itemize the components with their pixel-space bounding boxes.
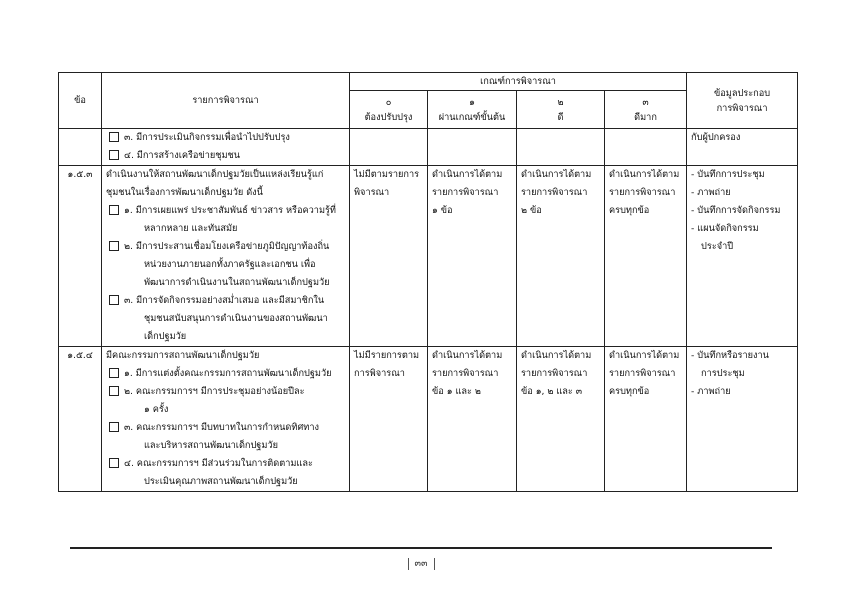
cell-line: ไม่มีตามรายการ — [354, 169, 420, 180]
evidence-line: - บันทึกหรือรายงาน — [691, 350, 769, 361]
checkbox[interactable] — [109, 295, 119, 305]
checklist-item — [106, 455, 345, 473]
cell-line: รายการพิจารณา — [609, 368, 676, 379]
cell-line: ดำเนินการได้ตาม — [521, 350, 592, 361]
checkbox[interactable] — [109, 205, 119, 215]
footer-divider — [70, 547, 772, 549]
checkbox[interactable] — [109, 368, 119, 378]
cell-line: ดำเนินการได้ตาม — [609, 169, 680, 180]
row-number: ๑.๕.๓ — [59, 166, 102, 347]
evidence-line: - บันทึกการประชุม — [691, 169, 765, 180]
checkbox[interactable] — [109, 422, 119, 432]
level-label: ดีมาก — [634, 111, 657, 123]
evidence-cell: กับผู้ปกครอง — [687, 129, 798, 166]
checklist-item — [106, 147, 345, 165]
checklist-item — [106, 292, 345, 310]
checkbox[interactable] — [109, 386, 119, 396]
checklist-text: ชุมชนสนับสนุนการดำเนินงานของสถานพัฒนา — [144, 313, 328, 324]
page-number — [400, 556, 442, 571]
header-level-2 — [517, 91, 605, 129]
row-title: ชุมชนในเรื่องการพัฒนาเด็กปฐมวัย ดังนี้ — [106, 187, 263, 198]
checklist-text: ๓. คณะกรรมการฯ มีบทบาทในการกำหนดทิศทาง — [124, 422, 319, 433]
checklist-text: ๓. มีการจัดกิจกรรมอย่างสม่ำเสมอ และมีสมาชิกใน — [124, 295, 325, 306]
cell-line: รายการพิจารณา — [521, 368, 588, 379]
checklist-item — [106, 238, 345, 256]
criteria-table — [58, 72, 798, 492]
cell-line: ไม่มีรายการตาม — [354, 350, 420, 361]
row-title: มีคณะกรรมการสถานพัฒนาเด็กปฐมวัย — [106, 350, 260, 361]
cell-line: ดำเนินการได้ตาม — [521, 169, 592, 180]
cell-line: ดำเนินการได้ตาม — [609, 350, 680, 361]
checklist-text: ๑. มีการแต่งตั้งคณะกรรมการสถานพัฒนาเด็กปฐมวัย — [124, 368, 332, 379]
checklist-text: ๒. มีการประสานเชื่อมโยงเครือข่ายภูมิปัญญาท้องถิ่น — [124, 241, 330, 252]
level-0-cell — [350, 166, 428, 347]
checkbox[interactable] — [109, 132, 119, 142]
evidence-cell — [687, 347, 798, 492]
table-row-carry — [59, 129, 798, 166]
header-evidence-line1: ข้อมูลประกอบ — [713, 87, 771, 99]
evidence-cell — [687, 166, 798, 347]
cell-line: รายการพิจารณา — [609, 187, 676, 198]
checklist-text: ๓. มีการประเมินกิจกรรมเพื่อนำไปปรับปรุง — [124, 132, 290, 143]
checkbox[interactable] — [109, 150, 119, 160]
page-number-bar — [434, 558, 435, 570]
cell-line: การพิจารณา — [354, 368, 405, 379]
cell-line: รายการพิจารณา — [432, 187, 499, 198]
level-number: ๒ — [557, 96, 564, 108]
checklist-text: เด็กปฐมวัย — [144, 331, 187, 342]
level-0-cell — [350, 347, 428, 492]
checklist-text: ๔. มีการสร้างเครือข่ายชุมชน — [124, 150, 241, 161]
row-title: ดำเนินงานให้สถานพัฒนาเด็กปฐมวัยเป็นแหล่งเรียนรู้แก่ — [106, 169, 324, 180]
page-number-text: ๓๓ — [414, 558, 428, 569]
evidence-line: - ภาพถ่าย — [691, 386, 731, 397]
checklist-text: ประเมินคุณภาพสถานพัฒนาเด็กปฐมวัย — [144, 476, 298, 487]
level-2-cell — [517, 166, 605, 347]
level-label: ผ่านเกณฑ์ขั้นต้น — [438, 111, 506, 123]
evidence-line: ประจำปี — [701, 241, 734, 252]
page-number-bar — [408, 558, 409, 570]
cell-line: รายการพิจารณา — [432, 368, 499, 379]
level-number: ๐ — [385, 96, 392, 108]
header-evidence — [687, 73, 798, 129]
cell-line: พิจารณา — [354, 187, 390, 198]
header-level-3 — [605, 91, 687, 129]
header-criteria: เกณฑ์การพิจารณา — [350, 73, 687, 91]
items-cell — [102, 347, 350, 492]
checklist-item — [106, 419, 345, 437]
level-3-cell — [605, 347, 687, 492]
level-3-cell — [605, 166, 687, 347]
cell-line: ดำเนินการได้ตาม — [432, 350, 503, 361]
checkbox[interactable] — [109, 241, 119, 251]
header-evidence-line2: การพิจารณา — [716, 102, 768, 114]
cell-line: ข้อ ๑, ๒ และ ๓ — [521, 386, 583, 397]
evidence-line: - บันทึกการจัดกิจกรรม — [691, 205, 781, 216]
header-level-1 — [428, 91, 517, 129]
level-label: ต้องปรับปรุง — [364, 111, 413, 123]
header-level-0 — [350, 91, 428, 129]
evidence-line: การประชุม — [701, 368, 745, 379]
cell-line: ๒ ข้อ — [521, 205, 542, 216]
level-1-cell — [428, 347, 517, 492]
level-label: ดี — [557, 111, 564, 123]
items-cell — [102, 166, 350, 347]
checkbox[interactable] — [109, 458, 119, 468]
table-row — [59, 347, 798, 492]
level-number: ๓ — [642, 96, 649, 108]
checklist-text: พัฒนาการดำเนินงานในสถานพัฒนาเด็กปฐมวัย — [144, 277, 330, 288]
cell-line: ดำเนินการได้ตาม — [432, 169, 503, 180]
checklist-text: หลากหลาย และทันสมัย — [144, 223, 238, 234]
checklist-text: ๒. คณะกรรมการฯ มีการประชุมอย่างน้อยปีละ — [124, 386, 305, 397]
header-items: รายการพิจารณา — [102, 73, 350, 129]
cell-line: ครบทุกข้อ — [609, 386, 650, 397]
level-2-cell — [517, 347, 605, 492]
checklist-item — [106, 129, 345, 147]
checklist-text: ๔. คณะกรรมการฯ มีส่วนร่วมในการติดตามและ — [124, 458, 313, 469]
cell-line: ครบทุกข้อ — [609, 205, 650, 216]
cell-line: ข้อ ๑ และ ๒ — [432, 386, 481, 397]
checklist-text: ๑. มีการเผยแพร่ ประชาสัมพันธ์ ข่าวสาร หรือความรู้ที่ — [124, 205, 336, 216]
row-number: ๑.๕.๔ — [59, 347, 102, 492]
checklist-item — [106, 365, 345, 383]
evidence-line: - ภาพถ่าย — [691, 187, 731, 198]
checklist-text: หน่วยงานภายนอกทั้งภาครัฐและเอกชน เพื่อ — [144, 259, 316, 270]
level-1-cell — [428, 166, 517, 347]
header-no: ข้อ — [59, 73, 102, 129]
items-cell — [102, 129, 350, 166]
cell-line: รายการพิจารณา — [521, 187, 588, 198]
checklist-text: และบริหารสถานพัฒนาเด็กปฐมวัย — [144, 440, 278, 451]
evidence-line: - แผนจัดกิจกรรม — [691, 223, 759, 234]
level-number: ๑ — [469, 96, 475, 108]
checklist-item — [106, 383, 345, 401]
checklist-text: ๑ ครั้ง — [144, 404, 169, 415]
table-row — [59, 166, 798, 347]
cell-line: ๑ ข้อ — [432, 205, 453, 216]
checklist-item — [106, 202, 345, 220]
